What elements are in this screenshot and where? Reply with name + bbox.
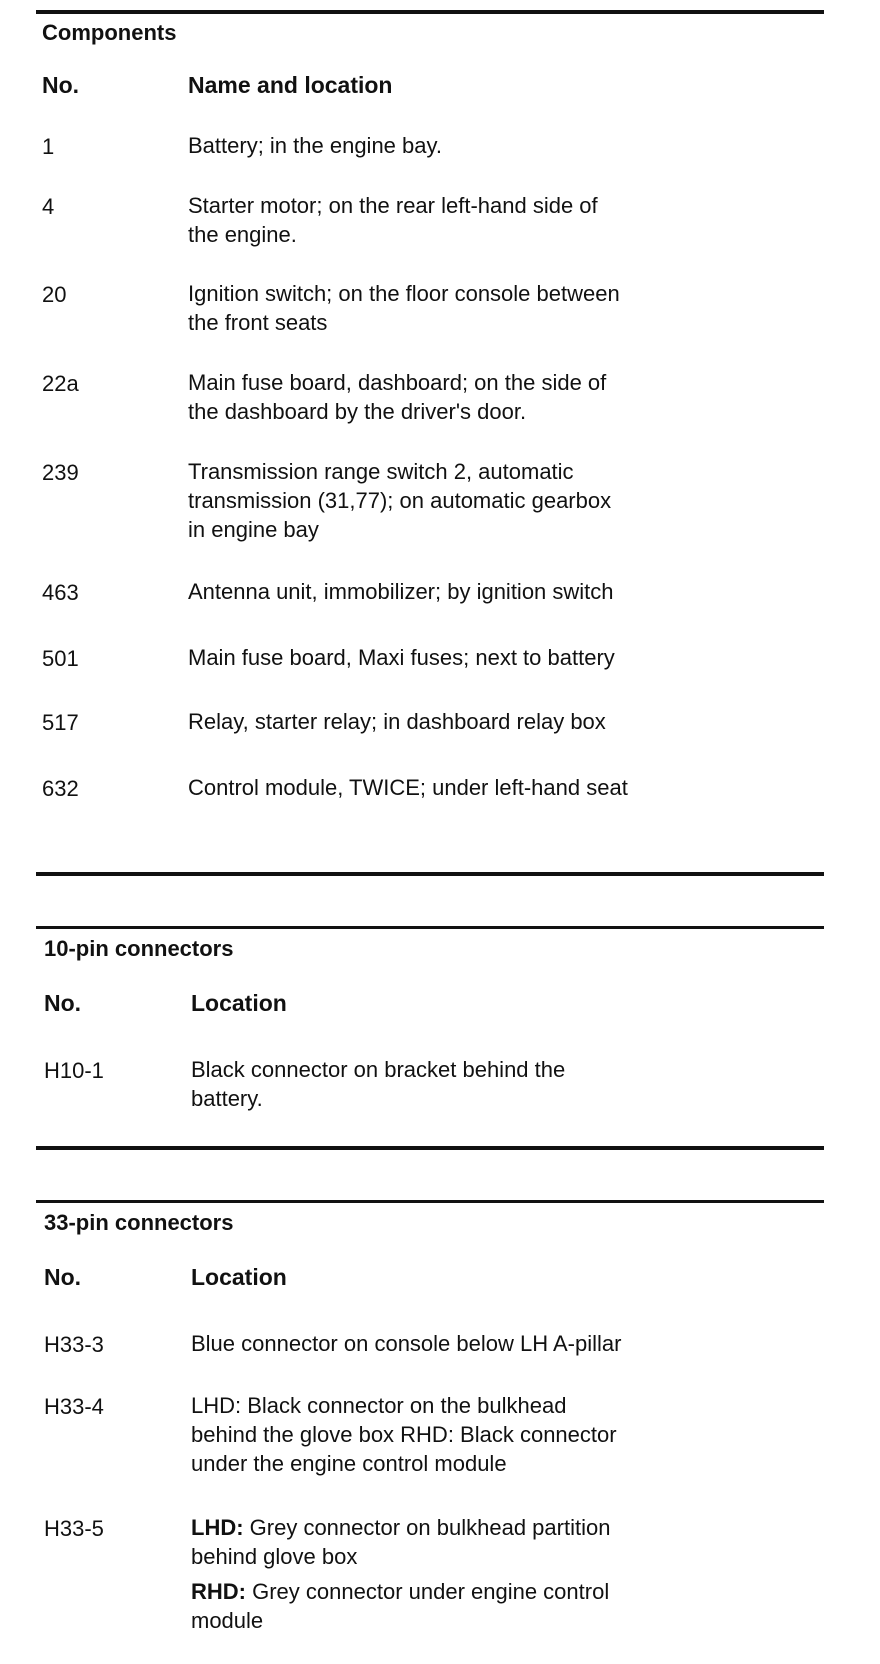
connector-location: LHD: Black connector on the bulkhead behind the glove box RHD: Black connector under the engine control module — [191, 1393, 617, 1476]
component-name: Relay, starter relay; in dashboard relay box — [188, 709, 606, 734]
component-name: Battery; in the engine bay. — [188, 133, 442, 158]
connector-no: H33-5 — [44, 1516, 104, 1541]
component-name: Ignition switch; on the floor console between the front seats — [188, 281, 620, 335]
component-name: Starter motor; on the rear left-hand side of the engine. — [188, 193, 598, 247]
column-header-location: Location — [191, 1264, 287, 1290]
connector-no: H33-4 — [44, 1394, 104, 1419]
component-no: 20 — [42, 282, 67, 307]
component-no: 1 — [42, 134, 55, 159]
component-no: 463 — [42, 580, 79, 605]
connector-location: LHD: Grey connector on bulkhead partition behind glove box RHD: Grey connector under engine control module — [191, 1513, 731, 1635]
column-header-no: No. — [42, 72, 80, 98]
section-top-rule — [36, 1200, 824, 1203]
rhd-label: RHD: — [191, 1579, 246, 1604]
component-no: 632 — [42, 776, 79, 801]
section-title: 33-pin connectors — [44, 1210, 234, 1235]
component-no: 501 — [42, 646, 79, 671]
section-title: 10-pin connectors — [44, 936, 234, 961]
section-bottom-rule — [36, 872, 824, 876]
column-header-name: Name and location — [188, 72, 393, 98]
rhd-line: RHD: Grey connector under engine control — [191, 1579, 610, 1604]
component-no: 517 — [42, 710, 79, 735]
component-no: 4 — [42, 194, 55, 219]
lhd-label: LHD: — [191, 1515, 244, 1540]
column-header-location: Location — [191, 990, 287, 1016]
component-no: 239 — [42, 460, 79, 485]
connector-location: Black connector on bracket behind the battery. — [191, 1057, 566, 1111]
column-header-no: No. — [44, 990, 82, 1016]
section-bottom-rule — [36, 1146, 824, 1150]
section-top-rule — [36, 10, 824, 14]
connector-location: Blue connector on console below LH A-pillar — [191, 1331, 622, 1356]
component-name: Main fuse board, dashboard; on the side of the dashboard by the driver's door. — [188, 370, 607, 424]
connector-no: H10-1 — [44, 1058, 104, 1083]
component-no: 22a — [42, 371, 79, 396]
column-header-no: No. — [44, 1264, 82, 1290]
component-name: Transmission range switch 2, automatic transmission (31,77); on automatic gearbox in engine bay — [188, 459, 612, 542]
section-title: Components — [42, 20, 177, 45]
component-name: Control module, TWICE; under left-hand seat — [188, 775, 628, 800]
component-name: Antenna unit, immobilizer; by ignition switch — [188, 579, 614, 604]
component-name: Main fuse board, Maxi fuses; next to battery — [188, 645, 615, 670]
section-top-rule — [36, 926, 824, 929]
connector-no: H33-3 — [44, 1332, 104, 1357]
lhd-line: LHD: Grey connector on bulkhead partition — [191, 1515, 611, 1540]
